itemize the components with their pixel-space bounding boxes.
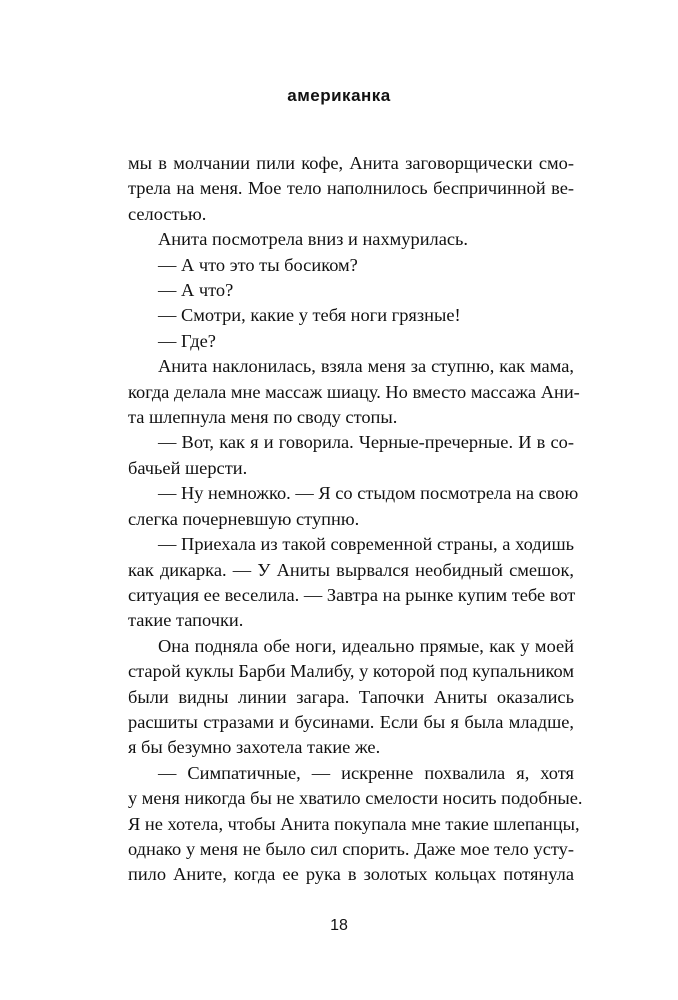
text-line: — Где?	[158, 330, 216, 351]
paragraph	[128, 354, 580, 430]
text-line: ситуация ее веселила. — Завтра на рынке купим тебе вот	[128, 584, 576, 605]
paragraph	[128, 634, 574, 761]
paragraph	[128, 532, 574, 634]
text-line: — Симпатичные, — искренне похвалила я, хотя	[158, 762, 574, 783]
text-line: — А что?	[158, 280, 234, 301]
text-line: Я не хотела, чтобы Анита покупала мне такие шлепанцы,	[128, 813, 580, 834]
text-line: пило Аните, когда ее рука в золотых кольцах потянула	[128, 864, 574, 885]
page-number: 18	[330, 917, 348, 934]
text-line: Анита посмотрела вниз и нахмурилась.	[158, 229, 469, 250]
paragraph	[128, 278, 574, 303]
text-line: бачьей шерсти.	[128, 457, 248, 478]
text-line: однако у меня не было сил спорить. Даже мое тело усту-	[128, 838, 574, 859]
paragraph	[128, 151, 574, 227]
paragraph	[128, 481, 579, 532]
text-line: — Вот, как я и говорила. Черные-пречерные. И в со-	[158, 432, 574, 453]
text-line: — Ну немножко. — Я со стыдом посмотрела на свою	[158, 483, 579, 504]
text-line: старой куклы Барби Малибу, у которой под купальником	[128, 661, 574, 682]
text-line: такие тапочки.	[128, 610, 244, 631]
text-line: Анита наклонилась, взяла меня за ступню, как мама,	[158, 356, 574, 377]
text-line: у меня никогда бы не хватило смелости носить подобные.	[128, 788, 583, 809]
text-line: — Приехала из такой современной страны, а ходишь	[158, 534, 574, 555]
paragraph	[128, 303, 574, 328]
text-line: расшиты стразами и бусинами. Если бы я была младше,	[128, 711, 574, 732]
paragraph	[128, 227, 574, 252]
text-line: трела на меня. Мое тело наполнилось беспричинной ве-	[128, 178, 574, 199]
paragraph	[128, 329, 574, 354]
text-line: мы в молчании пили кофе, Анита заговорщически смо-	[128, 153, 574, 173]
body-text	[128, 151, 583, 888]
text-line: селостью.	[128, 203, 207, 224]
text-line: слегка почерневшую ступню.	[128, 508, 360, 529]
text-line: когда делала мне массаж шиацу. Но вместо массажа Ани-	[128, 381, 580, 402]
paragraph	[128, 253, 574, 278]
text-line: были видны линии загара. Тапочки Аниты оказались	[128, 686, 574, 707]
text-line: та шлепнула меня по своду стопы.	[128, 407, 398, 428]
running-head-title: американка	[287, 86, 391, 105]
paragraph	[128, 761, 583, 888]
text-line: я бы безумно захотела такие же.	[128, 737, 381, 758]
text-line: как дикарка. — У Аниты вырвался необидный смешок,	[128, 559, 574, 580]
text-line: — Смотри, какие у тебя ноги грязные!	[158, 305, 461, 326]
text-line: Она подняла обе ноги, идеально прямые, как у моей	[158, 635, 574, 656]
text-line: — А что это ты босиком?	[158, 254, 358, 275]
paragraph	[128, 430, 574, 481]
